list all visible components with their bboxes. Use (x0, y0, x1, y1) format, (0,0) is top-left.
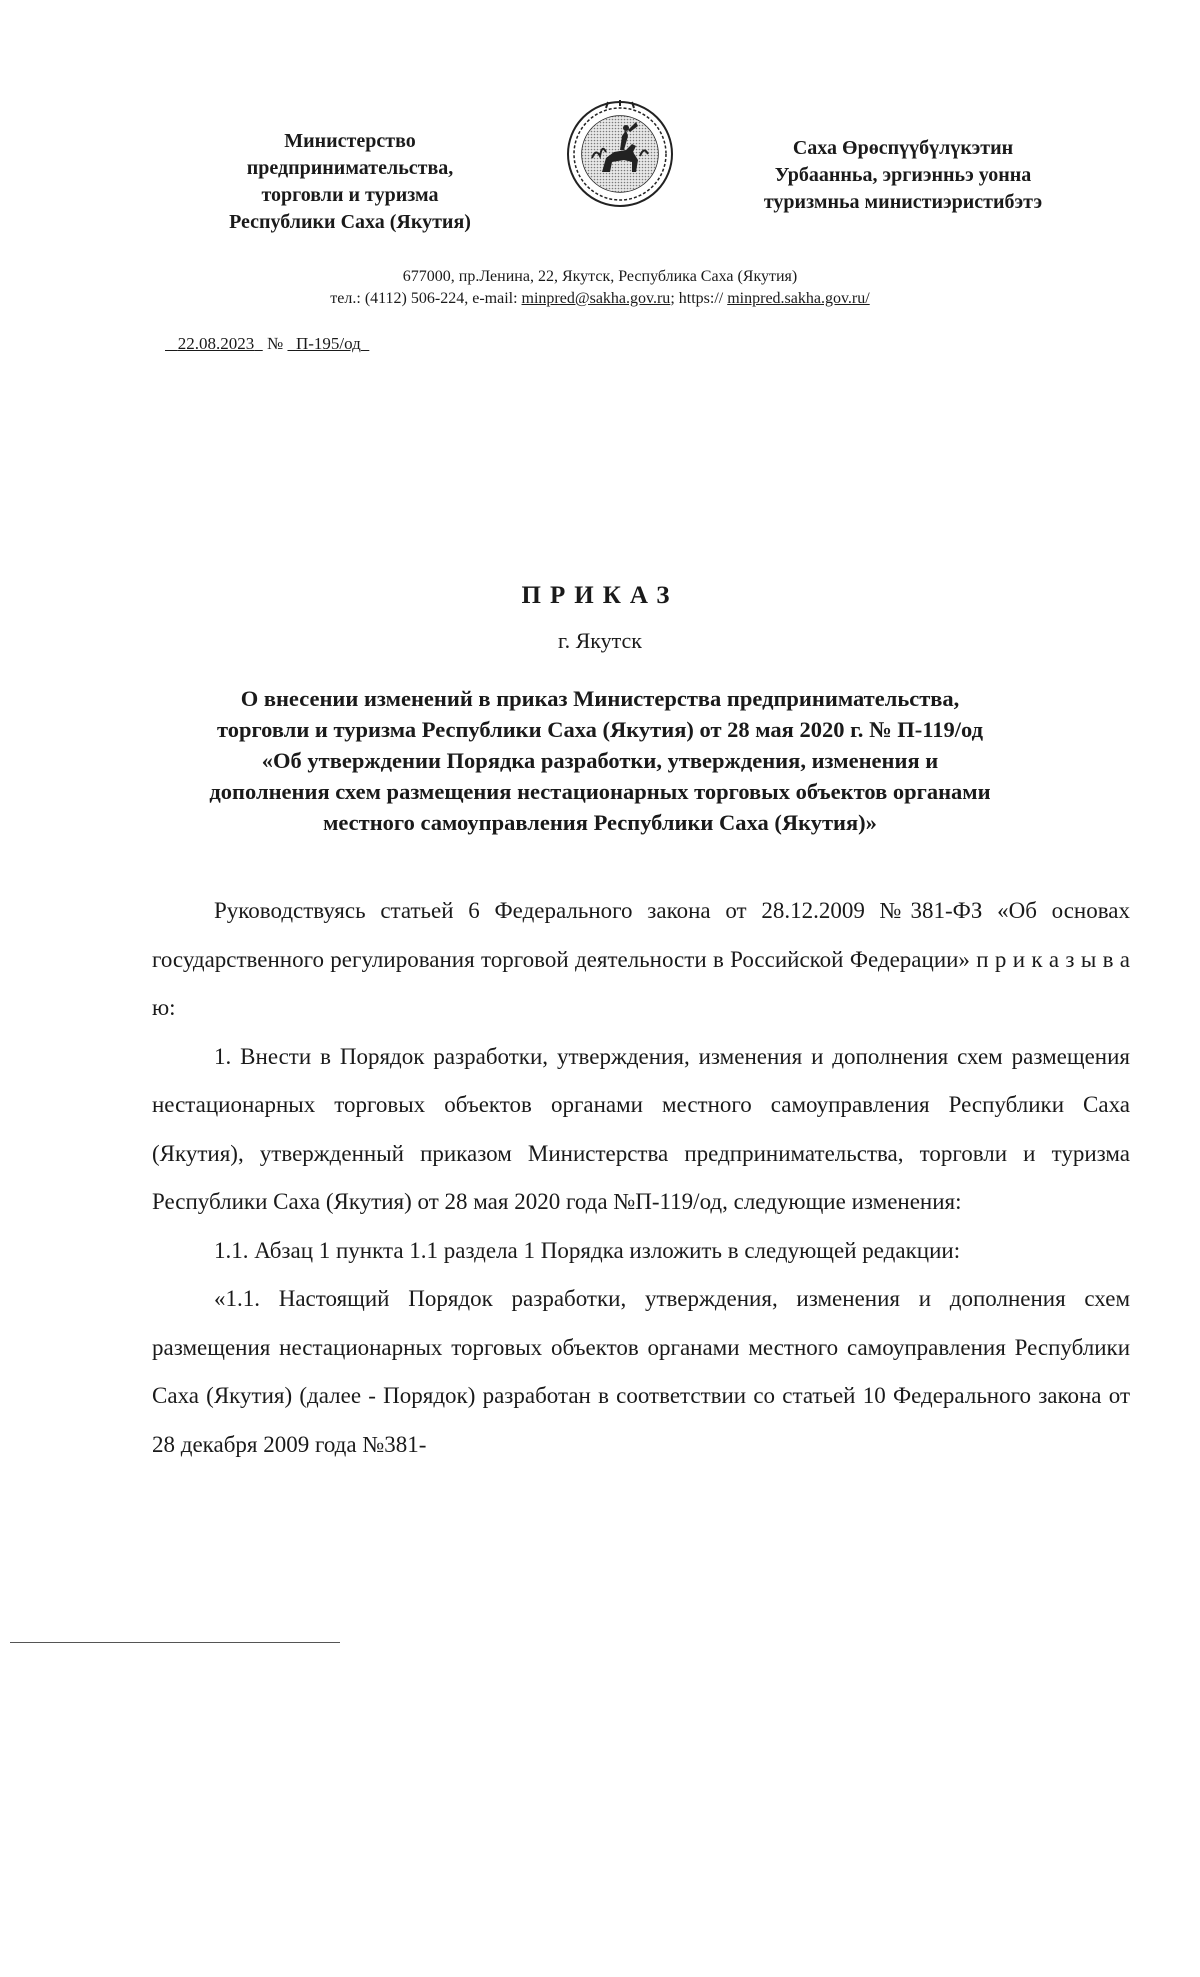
website-link[interactable]: minpred.sakha.gov.ru/ (727, 290, 870, 307)
subject-line: местного самоуправления Республики Саха (Якутия)» (323, 810, 877, 835)
email-link[interactable]: minpred@sakha.gov.ru (521, 290, 671, 307)
ministry-name-sakha (728, 135, 1078, 216)
ministry-name-line: Урбаанньа, эргиэнньэ уонна (774, 164, 1032, 186)
ministry-name-line: Саха Өрөспүүбүлүкэтин (792, 137, 1014, 159)
subject-line: дополнения схем размещения нестационарных торговых объектов органами (209, 779, 991, 804)
document-title: ПРИКАЗ (521, 582, 679, 609)
ministry-address (250, 266, 950, 310)
document-subject (150, 683, 1050, 838)
subject-line: «Об утверждении Порядка разработки, утверждения, изменения и (261, 748, 939, 773)
contacts-line (250, 288, 950, 310)
ministry-name-line: торговли и туризма (261, 184, 439, 206)
body-paragraph: 1.1. Абзац 1 пункта 1.1 раздела 1 Порядка изложить в следующей редакции: (214, 1237, 961, 1263)
sakha-coat-of-arms-icon (566, 100, 674, 208)
ministry-name-line: предпринимательства, (246, 157, 454, 179)
document-date: 22.08.2023 (177, 334, 255, 353)
number-sign: № (267, 334, 284, 353)
document-number: П-195/од (295, 334, 361, 353)
document-body (152, 887, 1130, 1469)
phone-text: тел.: (4112) 506-224, e-mail: (330, 290, 522, 307)
document-city: г. Якутск (558, 628, 642, 653)
body-paragraph: 1. Внести в Порядок разработки, утверждения, изменения и дополнения схем размещения нестационарных торговых объектов органами местного самоуправления Республики Саха (Якутия), утвержденный приказом Министерства предпринимательства, торговли и туризма Республики Саха (Якутия) от 28 мая 2020 года №П-119/од, следующие изменения: (152, 1043, 1130, 1214)
subject-line: торговли и туризма Республики Саха (Якутия) от 28 мая 2020 г. № П-119/од (217, 717, 983, 742)
body-paragraph: Руководствуясь статьей 6 Федерального закона от 28.12.2009 №381-ФЗ «Об основах государственного регулирования торговой деятельности в Российской Федерации» п р и к а з ы в а ю: (152, 898, 1130, 1020)
postal-address: 677000, пр.Ленина, 22, Якутск, Республика Саха (Якутия) (402, 268, 798, 285)
ministry-name-russian (190, 128, 510, 236)
ministry-name-line: Республики Саха (Якутия) (229, 211, 471, 233)
footnote-separator (10, 1642, 340, 1643)
subject-line: О внесении изменений в приказ Министерства предпринимательства, (240, 686, 960, 711)
body-paragraph: «1.1. Настоящий Порядок разработки, утверждения, изменения и дополнения схем размещения нестационарных торговых объектов органами местного самоуправления Республики Саха (Якутия) (далее - Порядок) разработан в соответствии со статьей 10 Федерального закона от 28 декабря 2009 года №381- (152, 1286, 1130, 1457)
registration-line (165, 334, 369, 354)
ministry-name-line: Министерство (284, 130, 416, 152)
ministry-name-line: туризмньа министиэристибэтэ (763, 191, 1043, 213)
contacts-separator: ; https:// (670, 290, 728, 307)
